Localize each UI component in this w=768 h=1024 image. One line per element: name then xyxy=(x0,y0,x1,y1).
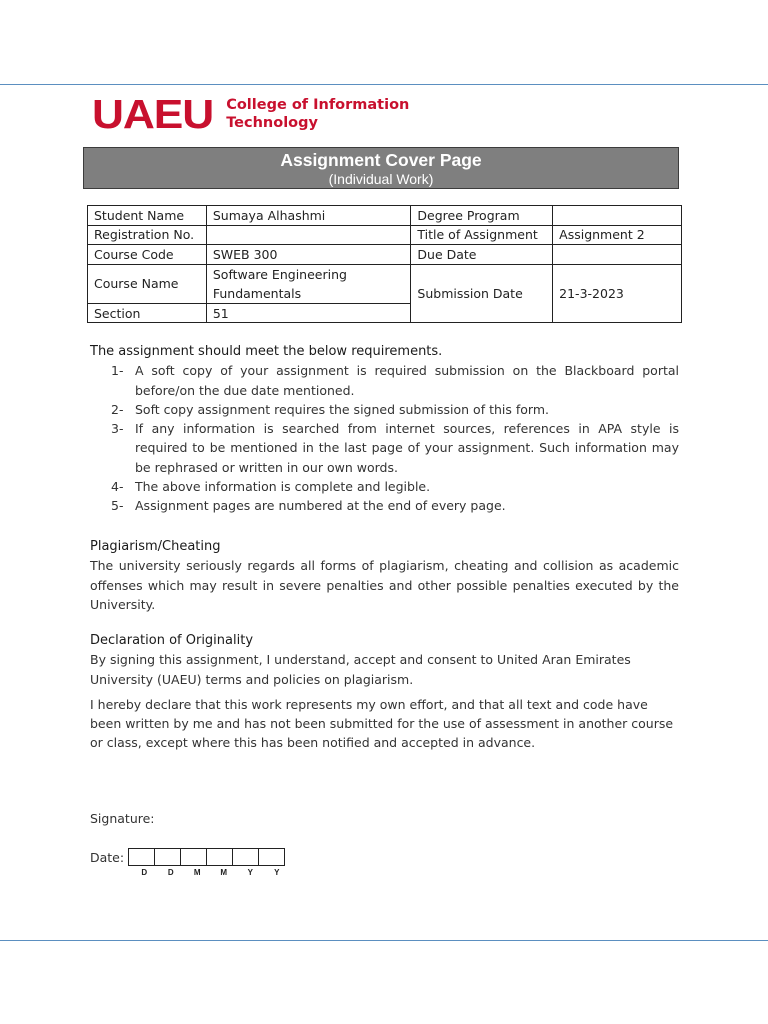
section-value: 51 xyxy=(206,303,411,323)
date-letter: Y xyxy=(247,868,253,877)
list-item-text: If any information is searched from internet sources, references in APA style is required to be mentioned in the last page of your assignment. Such information may be rephrased or written in our own words. xyxy=(135,421,679,475)
date-box-year-2[interactable] xyxy=(258,848,285,866)
page-title: Assignment Cover Page xyxy=(280,150,482,170)
course-code-label: Course Code xyxy=(88,245,207,265)
course-name-line-2: Fundamentals xyxy=(212,285,302,301)
declaration-heading: Declaration of Originality xyxy=(90,633,254,648)
date-letter: Y xyxy=(274,868,280,877)
date-field xyxy=(90,848,285,866)
college-line-2: Technology xyxy=(226,115,318,131)
top-rule xyxy=(0,84,768,85)
list-item-text: A soft copy of your assignment is required submission on the Blackboard portal before/on the due date mentioned. xyxy=(135,363,679,398)
list-item xyxy=(90,400,679,419)
date-boxes xyxy=(129,848,285,866)
list-item-text: Assignment pages are numbered at the end of every page. xyxy=(135,498,506,514)
student-info-table xyxy=(87,205,682,323)
date-box-year-1[interactable] xyxy=(232,848,259,866)
list-item-text: The above information is complete and legible. xyxy=(135,479,431,495)
course-name-label: Course Name xyxy=(88,264,207,303)
date-label: Date: xyxy=(90,849,125,865)
date-box-month-1[interactable] xyxy=(180,848,207,866)
date-box-month-2[interactable] xyxy=(206,848,233,866)
assignment-title-label: Title of Assignment xyxy=(411,225,553,245)
due-date-value xyxy=(553,245,682,265)
student-name-label: Student Name xyxy=(88,206,207,226)
student-name-value: Sumaya Alhashmi xyxy=(206,206,411,226)
page-subtitle: (Individual Work) xyxy=(328,171,434,187)
uaeu-logo xyxy=(92,90,410,137)
declaration-section xyxy=(90,631,679,753)
course-code-value: SWEB 300 xyxy=(206,245,411,265)
requirements-section xyxy=(90,342,679,516)
college-line-1: College of Information xyxy=(226,97,410,113)
list-item-number: 3- xyxy=(111,421,124,437)
table-row xyxy=(88,225,682,245)
list-item-number: 5- xyxy=(111,498,124,514)
list-item-text: Soft copy assignment requires the signed submission of this form. xyxy=(135,401,549,417)
list-item xyxy=(90,477,679,496)
table-row xyxy=(88,206,682,226)
list-item xyxy=(90,419,679,477)
signature-label: Signature: xyxy=(90,811,155,826)
section-label: Section xyxy=(88,303,207,323)
date-box-day-2[interactable] xyxy=(154,848,181,866)
logo-mark: UAEU xyxy=(92,90,214,137)
bottom-rule xyxy=(0,940,768,941)
degree-program-label: Degree Program xyxy=(411,206,553,226)
requirements-list xyxy=(90,361,679,515)
list-item-number: 1- xyxy=(111,363,124,379)
course-name-line-1: Software Engineering xyxy=(212,266,347,282)
table-row xyxy=(88,264,682,303)
registration-label: Registration No. xyxy=(88,225,207,245)
plagiarism-heading: Plagiarism/Cheating xyxy=(90,539,221,554)
college-name xyxy=(226,96,409,132)
requirements-heading: The assignment should meet the below requirements. xyxy=(90,344,443,359)
date-letter: M xyxy=(193,868,201,877)
list-item xyxy=(90,496,679,515)
due-date-label: Due Date xyxy=(411,245,553,265)
date-format-letters xyxy=(131,868,290,877)
list-item-number: 2- xyxy=(111,401,124,417)
plagiarism-section xyxy=(90,537,679,614)
table-row xyxy=(88,245,682,265)
date-letter: D xyxy=(167,868,174,877)
list-item xyxy=(90,361,679,400)
registration-value xyxy=(206,225,411,245)
declaration-paragraph-1: By signing this assignment, I understand, accept and consent to United Aran Emirates University (UAEU) terms and policies on plagiarism. xyxy=(90,652,631,687)
degree-program-value xyxy=(553,206,682,226)
course-name-value xyxy=(206,264,411,303)
date-letter: M xyxy=(220,868,228,877)
submission-date-label: Submission Date xyxy=(411,264,553,323)
date-box-day-1[interactable] xyxy=(128,848,155,866)
assignment-title-value: Assignment 2 xyxy=(553,225,682,245)
list-item-number: 4- xyxy=(111,479,124,495)
declaration-paragraph-2: I hereby declare that this work represents my own effort, and that all text and code have been written by me and has not been submitted for the use of assessment in another course or class, except where this has been notified and accepted in advance. xyxy=(90,696,674,751)
title-banner xyxy=(83,147,679,189)
date-letter: D xyxy=(141,868,148,877)
submission-date-value: 21-3-2023 xyxy=(553,264,682,323)
plagiarism-text: The university seriously regards all forms of plagiarism, cheating and collision as academic offenses which may result in severe penalties and other possible penalties executed by the University. xyxy=(90,558,679,612)
